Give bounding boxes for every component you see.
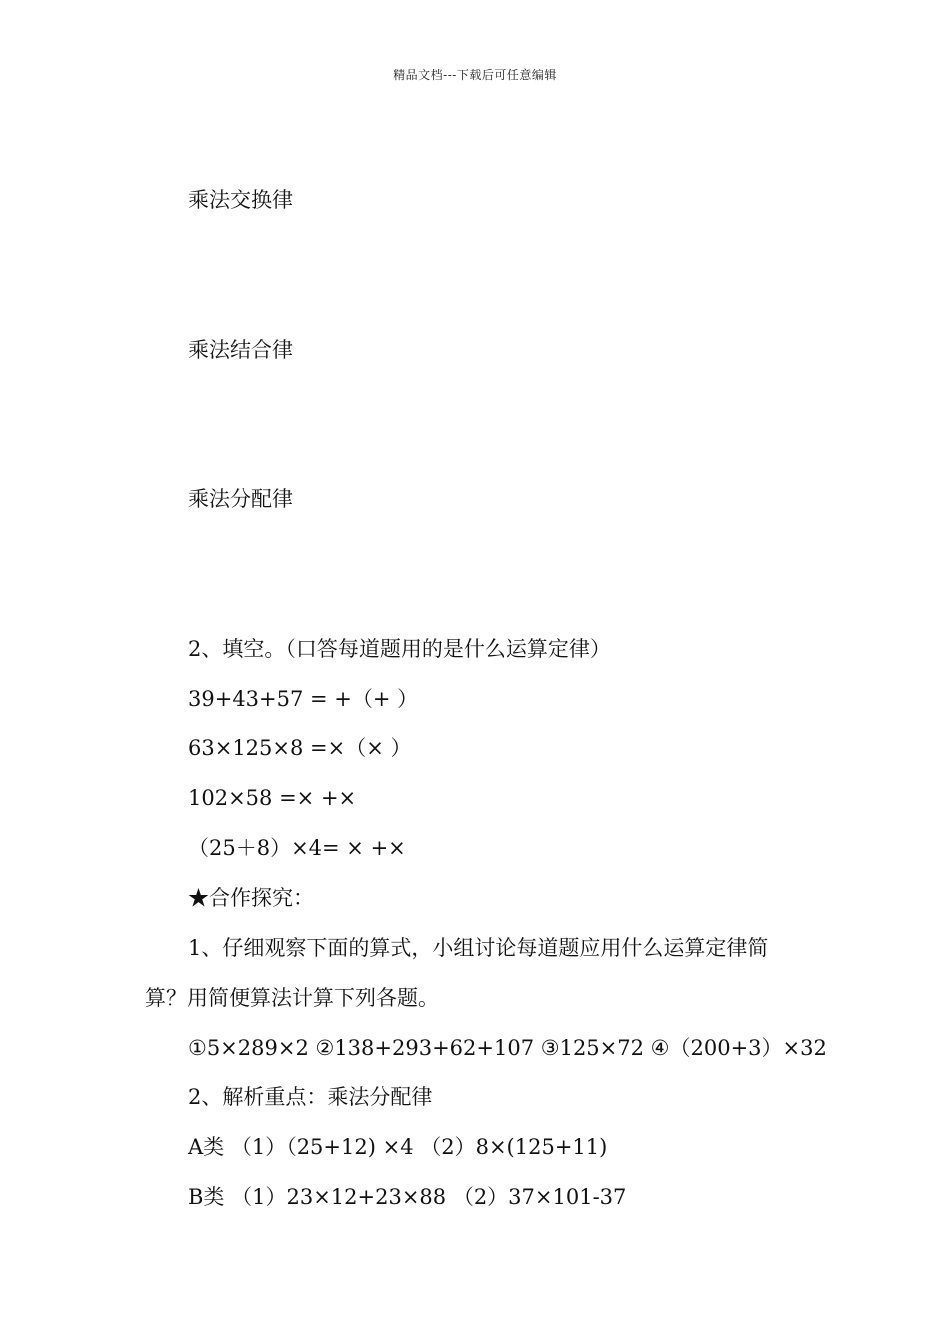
- question-2-title: 2、解析重点：乘法分配律: [188, 1085, 433, 1109]
- heading-distributive-law: 乘法分配律: [188, 487, 293, 511]
- class-a-problems: A类 （1）（25+12) ×4 （2）8×(125+11): [188, 1135, 608, 1159]
- fill-blank-item: （25＋8）×4= × +×: [188, 836, 406, 860]
- fill-blank-item: 63×125×8 =×（× ）: [188, 736, 412, 760]
- heading-commutative-law: 乘法交换律: [188, 188, 293, 212]
- class-b-problems: B类 （1）23×12+23×88 （2）37×101-37: [188, 1185, 627, 1209]
- question-1-line-1: 1、仔细观察下面的算式，小组讨论每道题应用什么运算定律简: [188, 936, 769, 960]
- page-header: 精品文档---下载后可任意编辑: [393, 68, 557, 82]
- fill-blank-item: 39+43+57 = +（+ ）: [188, 687, 419, 711]
- fill-blank-title: 2、填空。（口答每道题用的是什么运算定律）: [188, 637, 611, 661]
- question-1-line-2: 算？用简便算法计算下列各题。: [145, 986, 439, 1010]
- question-1-problems: ①5×289×2 ②138+293+62+107 ③125×72 ④（200+3）×32: [188, 1036, 827, 1060]
- fill-blank-item: 102×58 =× +×: [188, 786, 357, 810]
- heading-associative-law: 乘法结合律: [188, 338, 293, 362]
- cooperative-title: ★合作探究：: [188, 886, 314, 910]
